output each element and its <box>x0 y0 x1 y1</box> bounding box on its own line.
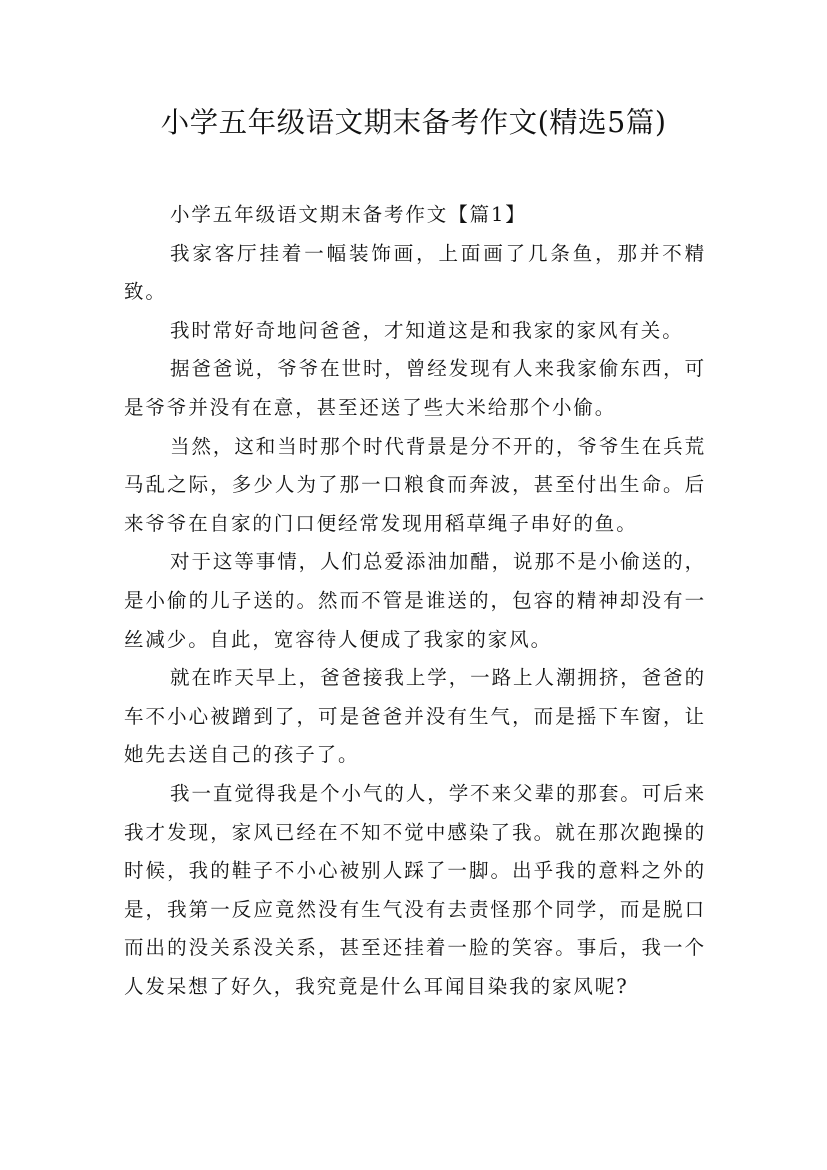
document-body <box>124 196 706 1006</box>
paragraph-2: 我时常好奇地问爸爸，才知道这是和我家的家风有关。 <box>170 318 684 342</box>
paragraph-5: 对于这等事情，人们总爱添油加醋，说那不是小偷送的，是小偷的儿子送的。然而不管是谁送的，包容的精神却没有一丝减少。自此，宽容待人便成了我家的家风。 <box>124 550 706 651</box>
paragraph-7: 我一直觉得我是个小气的人，学不来父辈的那套。可后来我才发现，家风已经在不知不觉中感染了我。就在那次跑操的时候，我的鞋子不小心被别人踩了一脚。出乎我的意料之外的是，我第一反应竟然没有生气没有去责怪那个同学，而是脱口而出的没关系没关系，甚至还挂着一脸的笑容。事后，我一个人发呆想了好久，我究竟是什么耳闻目染我的家风呢? <box>124 781 706 998</box>
paragraph-1: 我家客厅挂着一幅装饰画，上面画了几条鱼，那并不精致。 <box>124 241 706 304</box>
document-title: 小学五年级语文期末备考作文(精选5篇) <box>160 106 667 139</box>
section-heading: 小学五年级语文期末备考作文【篇1】 <box>170 203 527 226</box>
paragraph-6: 就在昨天早上，爸爸接我上学，一路上人潮拥挤，爸爸的车不小心被蹭到了，可是爸爸并没有生气，而是摇下车窗，让她先去送自己的孩子了。 <box>124 666 706 767</box>
paragraph-4: 当然，这和当时那个时代背景是分不开的，爷爷生在兵荒马乱之际，多少人为了那一口粮食而奔波，甚至付出生命。后来爷爷在自家的门口便经常发现用稻草绳子串好的鱼。 <box>124 434 706 535</box>
paragraph-3: 据爸爸说，爷爷在世时，曾经发现有人来我家偷东西，可是爷爷并没有在意，甚至还送了些大米给那个小偷。 <box>124 357 706 419</box>
